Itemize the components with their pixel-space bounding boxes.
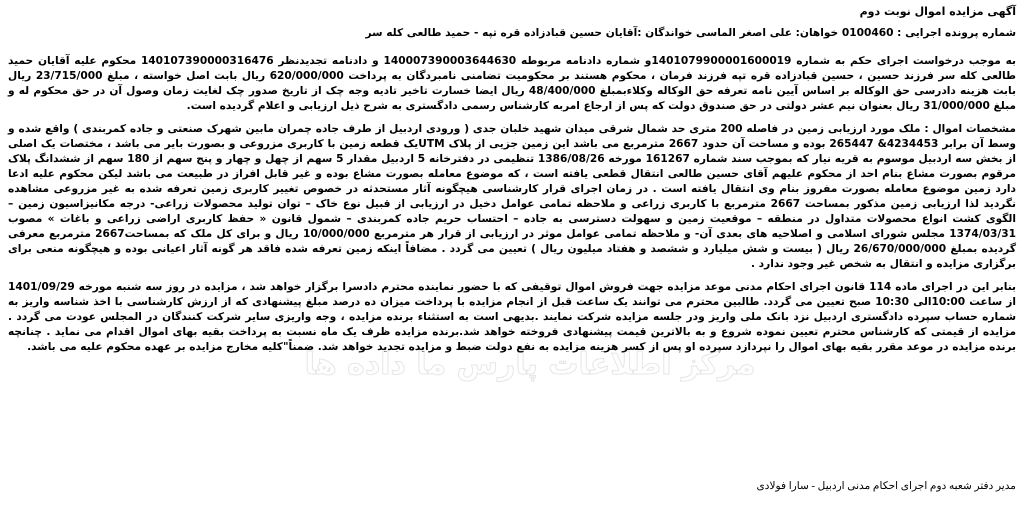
case-file-line: شماره پرونده اجرایی : 0100460 خواهان: علی اصغر الماسی خواندگان :آقایان حسین قبادزاده قره تپه - حمید طالعی کله سر	[365, 27, 1016, 39]
property-specs-paragraph: مشخصات اموال : ملک مورد ارزیابی زمین در فاصله 200 متری حد شمال شرقی میدان شهید خلبان جدی ( ورودی اردبیل از طرف جاده چمران مابین شهرک صنعتی و جاده کمربندی ) واقع شده و وسط آن برابر 4234453& 265447 بوده و مساحت آن حدود 2667 مترمربع می باشد این زمین جزیی از پلاک UTMیک قطعه زمین با کاربری مزروعی و بصورت بایر می باشد ، مختصات یک اصلی از بخش سه اردبیل موسوم به قریه نیار که بموجب سند شماره 161267 مورخه 1386/08/26 تنظیمی در دفترخانه 5 اردبیل مقدار 5 سهم از چهل و چهار و پنج سهم از 180 سهم از ششدانگ پلاک مرقوم بصورت مشاع بنام احد از محکوم علیهم آقای حسین طالعی انتقال قطعی یافته است ، که موضوع معامله بصورت مشاع بوده و غیر قابل افراز در طبیعت می باشد لیکن محکوم علیه ادعا دارد زمین موضوع معامله بصورت مفروز بنام وی انتقال یافته است . در زمان اجرای قرار کارشناسی هیچگونه آثار مستحدثه در خصوص تغییر کاربری زمین تعرفه شده به غیر مزروعی مشاهده نگردید لذا ارزیابی زمین مذکور بمساحت 2667 مترمربع با کاربری زراعی و ملاحظه تمامی عوامل دخیل در ارزیابی از قبیل نوع خاک – توان تولید محصولات زراعی- درجه مکانیزاسیون زمین – الگوی کشت انواع محصولات متداول در منطقه – موقعیت زمین و سهولت دسترسی به جاده – احتساب حریم جاده کمربندی – شمول قانون « حفظ کاربری اراضی زراعی و باغات » مصوب 1374/03/31 مجلس شورای اسلامی و اصلاحیه های بعدی آن- و ملاحظه تمامی عوامل موثر در ارزیابی از قرار هر مترمربع 10/000/000 ریال و برای کل ملک که بمساحت2667 مترمربع معرفی گردیده بمبلغ 26/670/000/000 ریال ( بیست و شش میلیارد و ششصد و هفتاد میلیون ریال ) تعیین می گردد . مضافاً اینکه زمین تعرفه شده فاقد هر گونه آثار اعیانی بوده و هیچگونه منعی برای برگزاری مزایده و انتقال به شخص غیر وجود ندارد .	[8, 123, 1016, 270]
notice-title: آگهی مزایده اموال نوبت دوم	[859, 5, 1016, 18]
signature-line: مدیر دفتر شعبه دوم اجرای احکام مدنی اردبیل - سارا فولادی	[756, 481, 1016, 492]
watermark-text: مرکز اطلاعات پارس ما داده ها	[304, 347, 756, 382]
auction-terms-paragraph: بنابر این در اجرای ماده 114 قانون اجرای احکام مدنی موعد مزایده جهت فروش اموال توقیفی که با حضور نماینده محترم دادسرا برگزار خواهد شد ، مزایده در روز سه شنبه مورخه 1401/09/29 از ساعت 10:00الی 10:30 صبح تعیین می گردد. طالبین محترم می توانند یک ساعت قبل از انجام مزایده با پرداخت میزان ده درصد مبلغ پیشنهادی که از ارزش کارشناسی با اخذ شناسه واریز به شماره حساب سپرده دادگستری اردبیل نزد بانک ملی واریز ودر جلسه مزایده شرکت نمایند .بدیهی است به استثناء برنده مزایده ، وجه واریزی سایر شرکت کنندگان در المجلس عودت می گردد . مزایده از قیمتی که کارشناس محترم تعیین نموده شروع و به بالاترین قیمت پیشنهادی فروخته خواهد شد.برنده مزایده ظرف یک ماه نسبت به پرداخت بقیه بهای اموال اقدام می نماید . چنانچه برنده مزایده در موعد مقرر بقیه بهای اموال را نپردازد سپرده او پس از کسر هزینه مزایده به نفع دولت ضبط و مزایده تجدید خواهد شد. ضمناً"کلیه مخارج مزایده بر عهده محکوم علیه می باشد.	[8, 281, 1017, 353]
judgment-paragraph: به موجب درخواست اجرای حکم به شماره 1401079900001600019و شماره دادنامه مربوطه 140007390003644630 و دادنامه تجدیدنظر 140107390000316476 محکوم علیه آقایان حمید طالعی کله سر فرزند حسین ، حسین قبادزاده قره تپه فرزند فرمان ، محکوم هستند بر محکومیت تضامنی نامبردگان به پرداخت 620/000/000 ریال بابت اصل خواسته ، مبلغ 23/715/000 ریال بابت هزینه دادرسی حق الوکاله بر اساس آیین نامه تعرفه حق الوکاله وکلاءبمبلغ 48/400/000 ریال ایضا خسارت تاخیر تادیه وجه چک از تاریخ صدور چک لغایت زمان وصول آن در حق محکوم له و مبلغ 31/000/000 ریال بعنوان نیم عشر دولتی در حق صندوق دولت که پس از ارجاع امربه کارشناس رسمی دادگستری به شرح ذیل ارزیابی و اعلام گردیده است.	[8, 55, 1016, 112]
